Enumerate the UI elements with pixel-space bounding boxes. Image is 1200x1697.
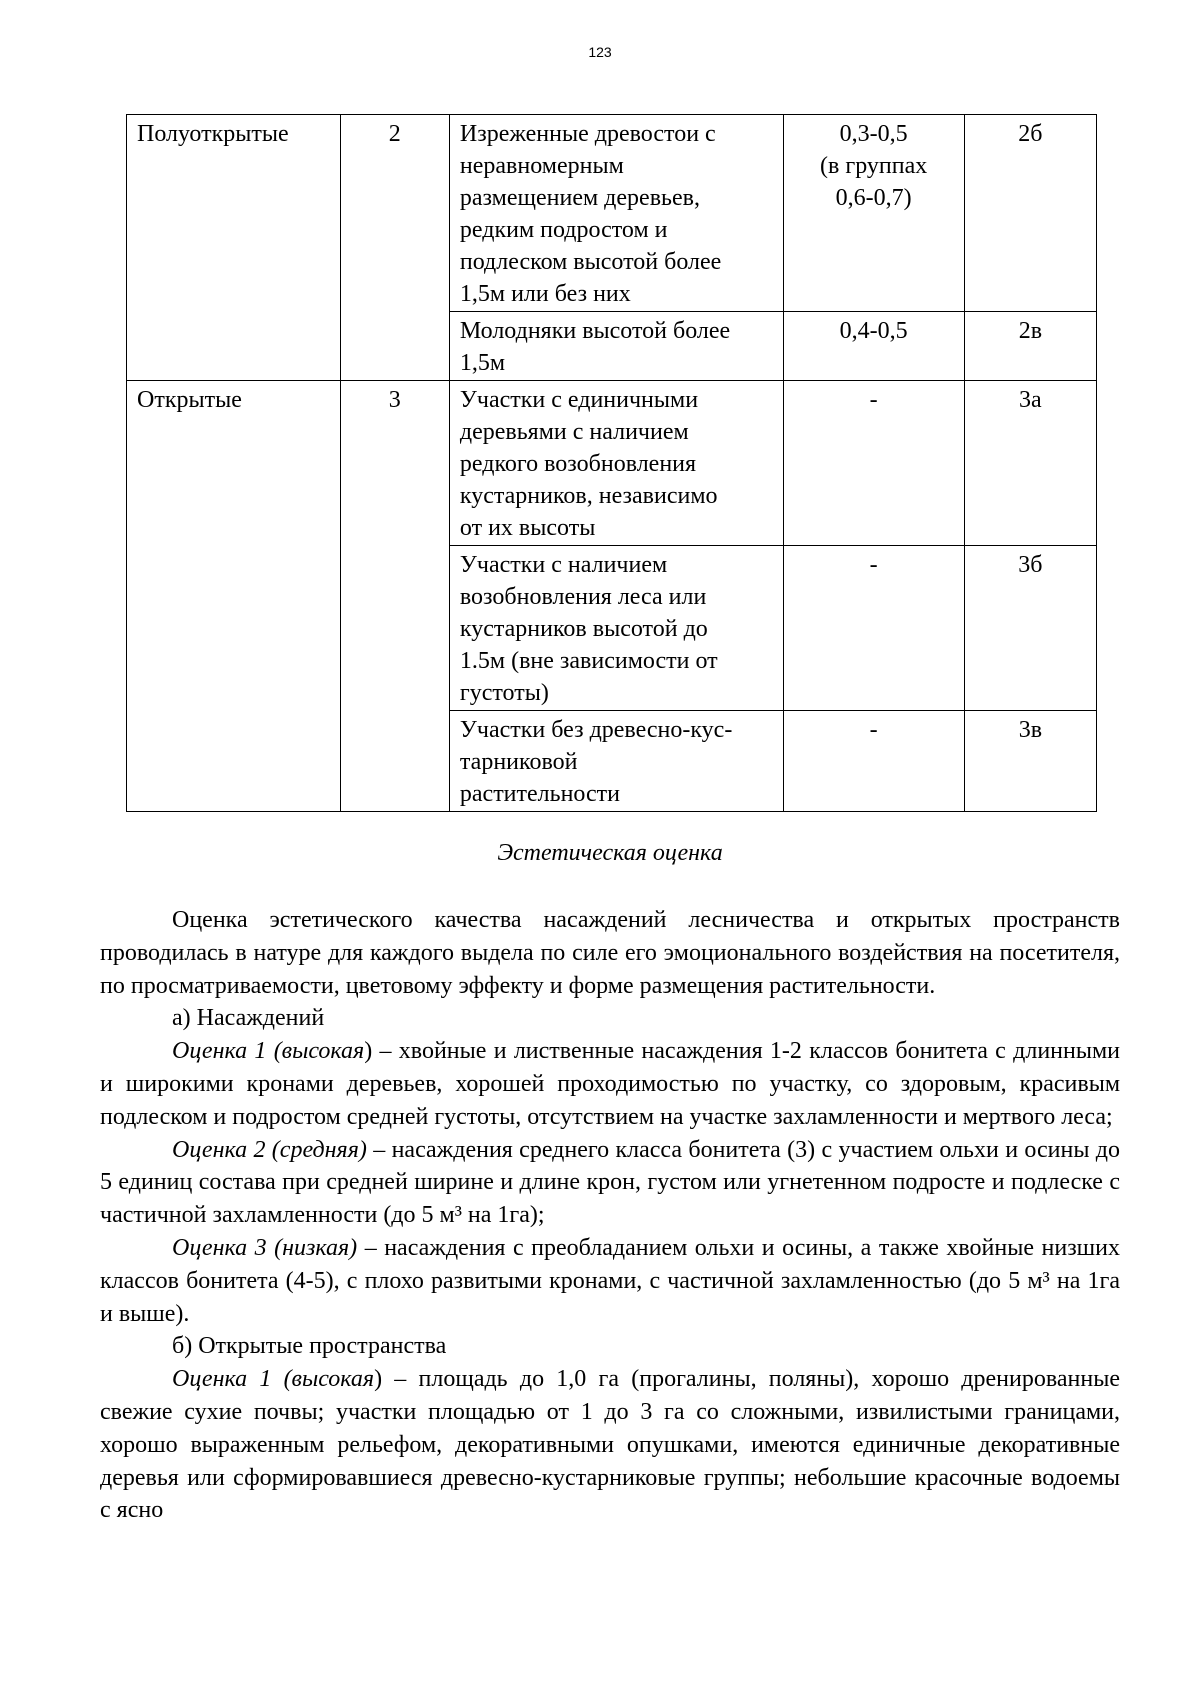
paragraph-rating-3 — [100, 1232, 1120, 1330]
description-text: Участки с наличием возобновления леса или кустарников высотой до 1.5м (вне зависимости от густоты) — [459, 552, 718, 706]
section-title: Эстетическая оценка — [497, 840, 723, 866]
table-cell-code — [964, 312, 1096, 381]
category-text: Полуоткрытые — [137, 121, 289, 147]
description-text: Молодняки высотой более 1,5м — [459, 318, 731, 376]
rating-text: – насаждения среднего класса бонитета (3) с участием ольхи и осины до 5 единиц состава при средней ширине и длине крон, густом или угнетенном подросте и подлеске с частичной захламленности (до 5 м³ на 1га); — [100, 1136, 1121, 1229]
table-cell-description — [449, 381, 783, 546]
table-cell-code — [964, 546, 1096, 711]
table-cell-density — [783, 312, 964, 381]
paragraph-rating-2 — [100, 1134, 1120, 1232]
table-cell-category — [127, 115, 341, 381]
table-cell-number — [340, 115, 449, 381]
rating-label: Оценка 2 (средняя) — [172, 1136, 367, 1163]
density-text: 0,3-0,5 (в группах 0,6-0,7) — [820, 121, 928, 211]
rating-text: ) – площадь до 1,0 га (прогалины, поляны), хорошо дренированные свежие сухие почвы; участки площадью от 1 до 3 га со сложными, извилистыми границами, хорошо выраженным рельефом, декоративными опушками, имеются единичные декоративные деревья или сформировавшиеся древесно-кустарниковые группы; небольшие красочные водоемы с ясно — [100, 1366, 1120, 1524]
table-cell-description — [449, 115, 783, 312]
table-cell-number — [340, 381, 449, 812]
density-text: - — [869, 387, 878, 413]
rating-text: ) – хвойные и лиственные насаждения 1-2 классов бонитета с длинными и широкими кронами деревьев, хорошей проходимостью по участку, со здоровым, красивым подлеском и подростом средней густоты, отсутствием на участке захламленности и мертвого леса; — [100, 1038, 1121, 1130]
table-cell-description — [449, 546, 783, 711]
paragraph-intro: Оценка эстетического качества насаждений лесничества и открытых пространств проводилась в натуре для каждого выдела по силе его эмоционального воздействия на посетителя, по просматриваемости, цветовому эффекту и форме размещения растительности. — [100, 907, 1120, 999]
rating-label: Оценка 1 (высокая — [172, 1038, 365, 1065]
table-cell-category — [127, 381, 341, 812]
table-cell-code — [964, 711, 1096, 812]
density-text: 0,4-0,5 — [839, 318, 908, 344]
rating-label: Оценка 3 (низкая) — [172, 1234, 358, 1261]
description-text: Участки без древесно-кус- тарниковой растительности — [459, 717, 733, 807]
description-text: Изреженные древостои с неравномерным размещением деревьев, редким подростом и подлеском высотой более 1,5м или без них — [459, 121, 722, 307]
density-text: - — [869, 552, 878, 578]
table-row — [127, 381, 1097, 546]
code-text: 2б — [1018, 121, 1043, 147]
number-text: 3 — [388, 387, 401, 413]
subheading-a: а) Насаждений — [172, 1005, 325, 1032]
body-text — [100, 904, 1120, 1527]
number-text: 2 — [388, 121, 401, 147]
code-text: 3в — [1018, 717, 1043, 743]
rating-text: – насаждения с преобладанием ольхи и осины, а также хвойные низших классов бонитета (4-5), с плохо развитыми кронами, с частичной захламленностью (до 5 м³ на 1га и выше). — [100, 1234, 1120, 1327]
table-cell-density — [783, 115, 964, 312]
table-cell-density — [783, 711, 964, 812]
table-row — [127, 115, 1097, 312]
rating-label: Оценка 1 (высокая — [172, 1366, 375, 1393]
table-cell-code — [964, 115, 1096, 312]
category-text: Открытые — [137, 387, 242, 413]
density-text: - — [869, 717, 878, 743]
subheading-b: б) Открытые пространства — [172, 1333, 447, 1360]
table-cell-code — [964, 381, 1096, 546]
code-text: 2в — [1018, 318, 1043, 344]
code-text: 3б — [1018, 552, 1043, 578]
table-cell-density — [783, 546, 964, 711]
page-number: 123 — [588, 44, 612, 60]
description-text: Участки с единичными деревьями с наличием редкого возобновления кустарников, независимо от их высоты — [459, 387, 718, 541]
table-cell-density — [783, 381, 964, 546]
forest-openness-table — [126, 114, 1097, 812]
table-cell-description — [449, 312, 783, 381]
table-cell-description — [449, 711, 783, 812]
paragraph-rating-1 — [100, 1035, 1120, 1133]
paragraph-open-rating-1 — [100, 1363, 1120, 1527]
code-text: 3а — [1019, 387, 1042, 413]
